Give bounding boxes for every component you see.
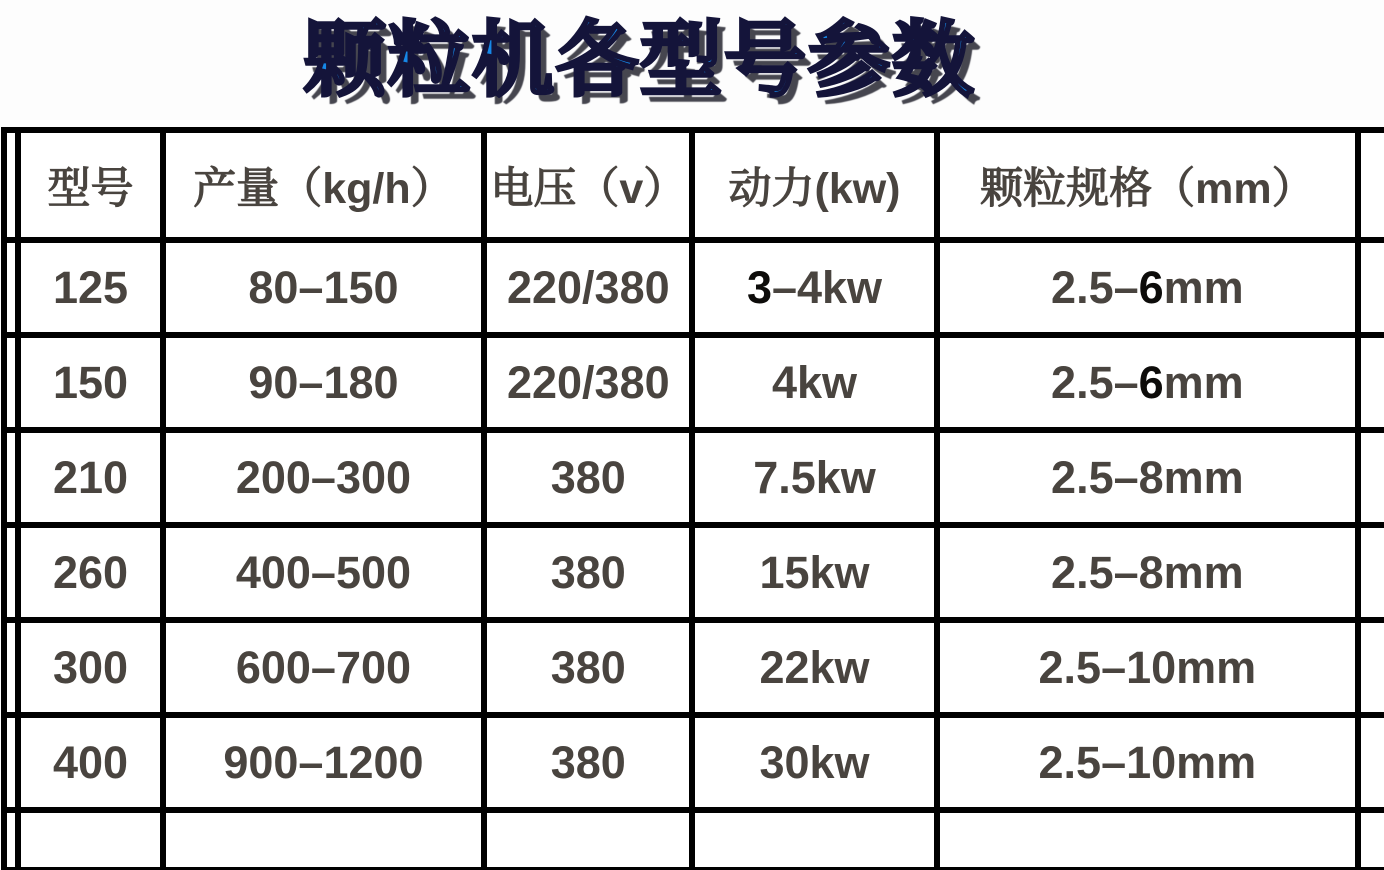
gutter-cell: [4, 430, 18, 525]
table-cell: 400: [18, 715, 162, 810]
table-cell: 4kw: [692, 335, 936, 430]
normal-text: 2.5–: [1051, 356, 1139, 408]
table-cell: 260: [18, 525, 162, 620]
page-title: 颗粒机各型号参数: [303, 15, 976, 106]
emphasized-text: 6: [1138, 261, 1164, 313]
partial-table-row: [4, 810, 1384, 870]
table-body: [4, 240, 1384, 870]
normal-text: mm: [1163, 356, 1244, 408]
table-row: [4, 430, 1384, 525]
normal-text: 2.5–: [1051, 261, 1139, 313]
table-cell: 90–180: [163, 335, 485, 430]
table-cell: 380: [484, 430, 692, 525]
table-row: [4, 715, 1384, 810]
column-header: 颗粒规格（mm）: [937, 130, 1359, 240]
table-cell: 15kw: [692, 525, 936, 620]
table-cell: 125: [18, 240, 162, 335]
table-cell: [937, 240, 1359, 335]
gutter-cell: [1358, 430, 1384, 525]
table-cell: 2.5–10mm: [937, 620, 1359, 715]
table-cell: [937, 335, 1359, 430]
gutter-cell: [1358, 240, 1384, 335]
gutter-cell: [692, 810, 936, 870]
table-row: [4, 620, 1384, 715]
gutter-cell: [4, 620, 18, 715]
gutter-cell: [1358, 620, 1384, 715]
table-cell: [692, 240, 936, 335]
table-cell: 400–500: [163, 525, 485, 620]
gutter-cell: [4, 810, 18, 870]
table-cell: 22kw: [692, 620, 936, 715]
table-cell: 30kw: [692, 715, 936, 810]
gutter-cell: [4, 525, 18, 620]
table-cell: 200–300: [163, 430, 485, 525]
table-cell: 380: [484, 715, 692, 810]
table-cell: 2.5–10mm: [937, 715, 1359, 810]
header-row: [4, 130, 1384, 240]
gutter-cell: [1358, 525, 1384, 620]
emphasized-text: 3: [746, 261, 772, 313]
emphasized-text: 6: [1138, 356, 1164, 408]
gutter-cell: [1358, 810, 1384, 870]
gutter-cell: [4, 240, 18, 335]
gutter-cell: [1358, 130, 1384, 240]
column-header: 动力(kw): [692, 130, 936, 240]
table-cell: 600–700: [163, 620, 485, 715]
table-cell: 150: [18, 335, 162, 430]
table-row: [4, 240, 1384, 335]
gutter-cell: [4, 335, 18, 430]
table-row: [4, 335, 1384, 430]
table-cell: 900–1200: [163, 715, 485, 810]
table-cell: 220/380: [484, 240, 692, 335]
gutter-cell: [1358, 715, 1384, 810]
column-header: 型号: [18, 130, 162, 240]
gutter-cell: [4, 130, 18, 240]
table-cell: 380: [484, 525, 692, 620]
gutter-cell: [18, 810, 162, 870]
table-cell: 380: [484, 620, 692, 715]
spec-table: [1, 127, 1384, 870]
gutter-cell: [163, 810, 485, 870]
gutter-cell: [937, 810, 1359, 870]
table-cell: 210: [18, 430, 162, 525]
gutter-cell: [4, 715, 18, 810]
normal-text: –4kw: [771, 261, 883, 313]
gutter-cell: [1358, 335, 1384, 430]
table-cell: 220/380: [484, 335, 692, 430]
table-cell: 300: [18, 620, 162, 715]
table-cell: 80–150: [163, 240, 485, 335]
gutter-cell: [484, 810, 692, 870]
normal-text: mm: [1163, 261, 1244, 313]
table-cell: 2.5–8mm: [937, 525, 1359, 620]
column-header: 产量（kg/h）: [163, 130, 485, 240]
table-cell: 2.5–8mm: [937, 430, 1359, 525]
table-cell: 7.5kw: [692, 430, 936, 525]
column-header: 电压（v）: [484, 130, 692, 240]
table-row: [4, 525, 1384, 620]
